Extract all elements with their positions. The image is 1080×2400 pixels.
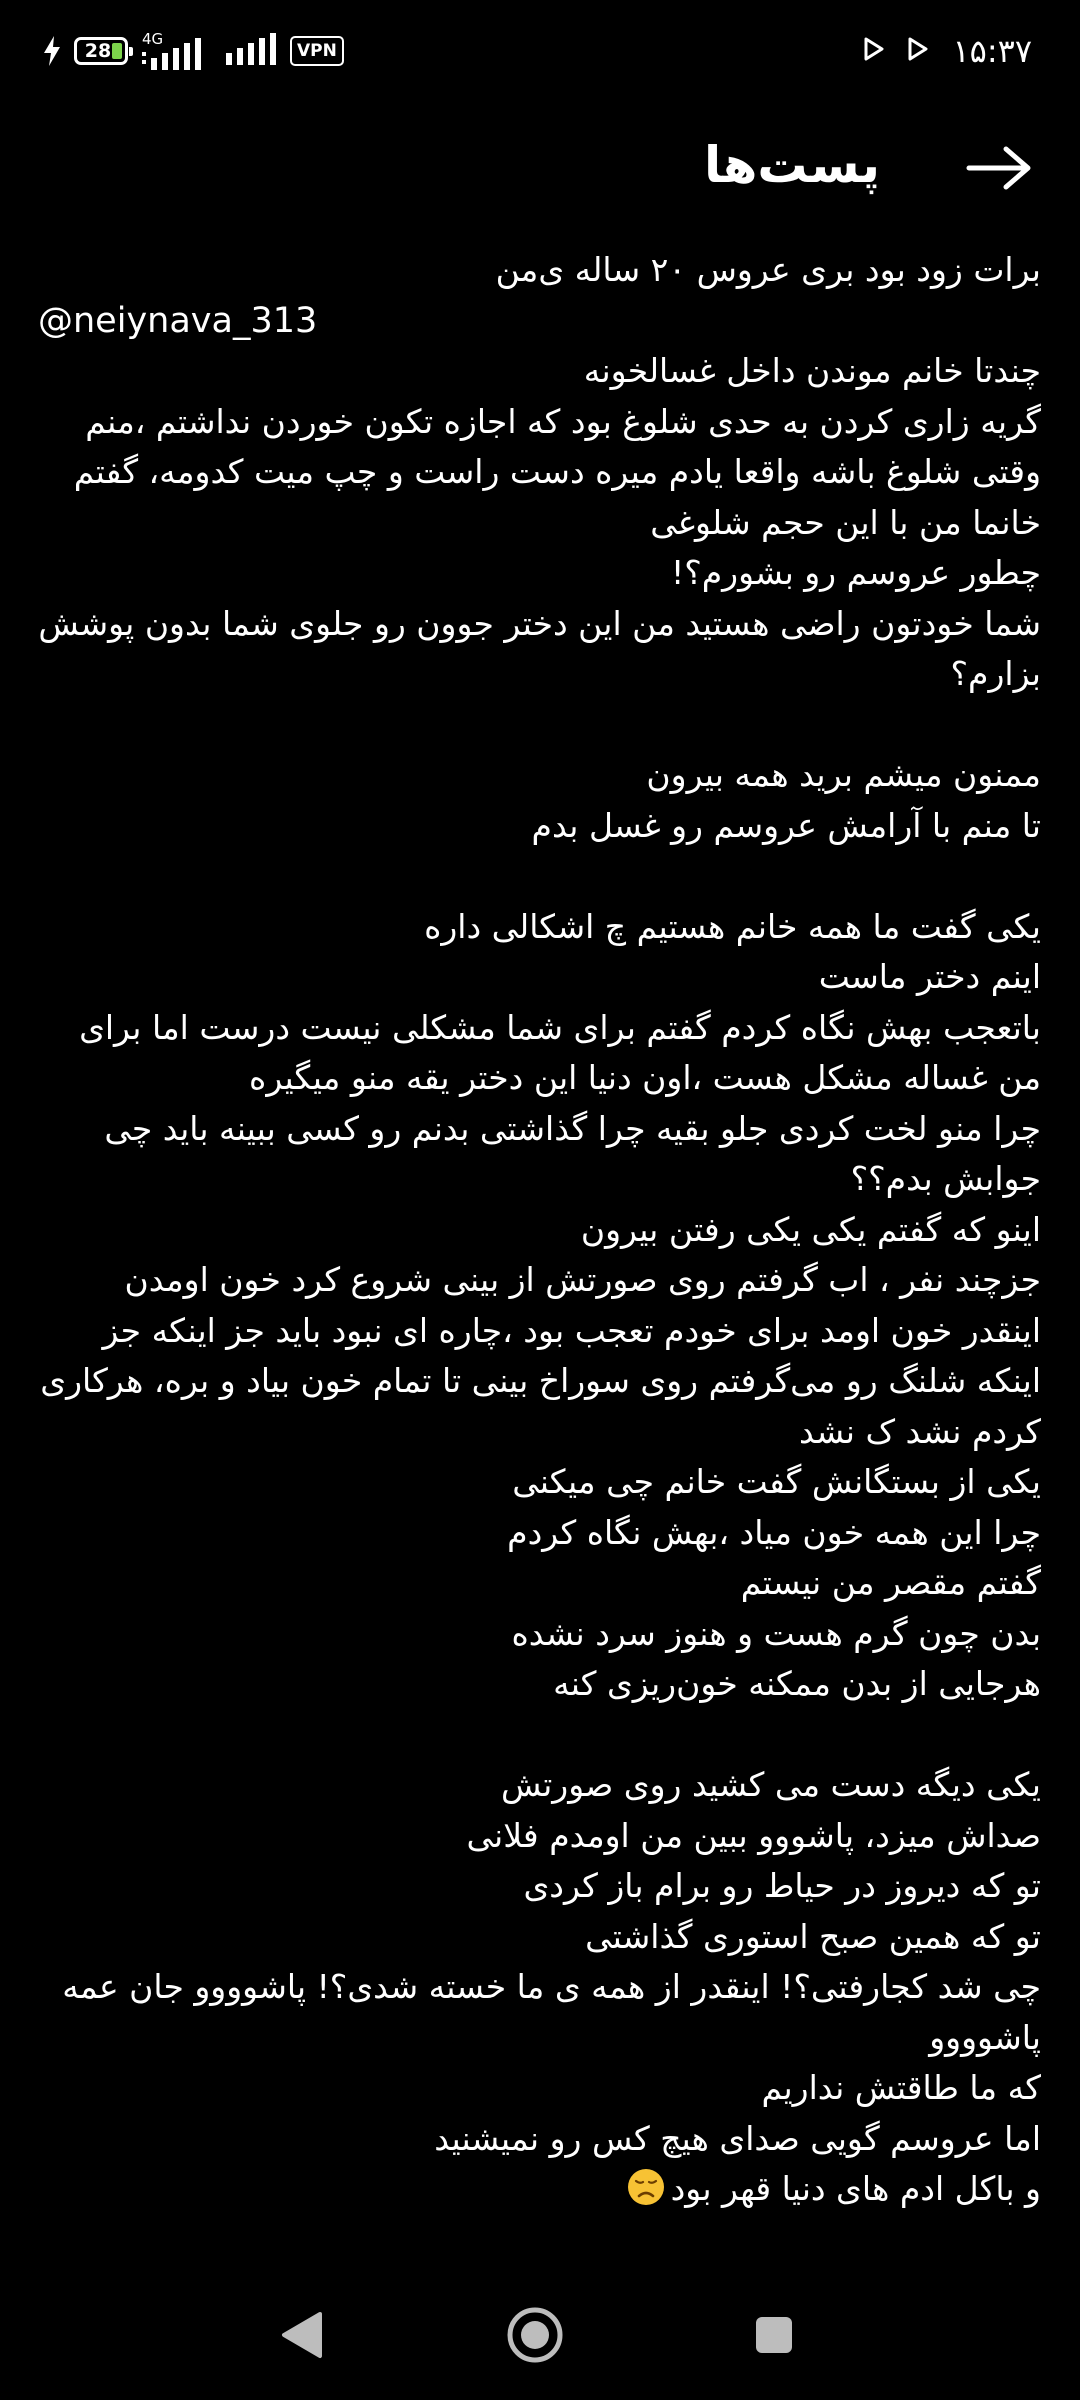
post-line: اما عروسم گویی صدای هیچ کس رو نمیشنید bbox=[434, 2118, 1041, 2158]
post-line: گریه زاری کردن به حدی شلوغ بود که اجازه تکون خوردن نداشتم ،منم وقتی شلوغ باشه واقعا یادم میره دست راست و چپ میت کدومه، گفتم خانما من با این حجم شلوغی bbox=[73, 401, 1041, 542]
post-line: چی شد کجارفتی؟! اینقدر از همه ی ما خسته شدی؟! پاشوووو جان عمه پاشوووو bbox=[62, 1967, 1041, 2057]
cell-signal-1 bbox=[142, 32, 212, 70]
battery-level: 28 bbox=[84, 40, 112, 62]
post-line: ممنون میشم برید همه بیرون bbox=[646, 755, 1041, 794]
post-line: چندتا خانم موندن داخل غسالخونه bbox=[583, 351, 1041, 390]
post-line: تو که دیروز در حیاط رو برام باز کردی bbox=[523, 1866, 1041, 1905]
post-line: جزچند نفر ، اب گرفتم روی صورتش از بینی شروع کرد خون اومدن اینقدر خون اومد برای خودم تعجب بود ،چاره ای نبود باید جز اینکه جز اینکه شلنگ رو می‌گرفتم روی سوراخ بینی تا تمام خون بیاد و بره، هرکاری کردم نشد ک نشد bbox=[40, 1260, 1041, 1451]
post-line: چطور عروسم رو بشورم؟! bbox=[670, 553, 1041, 592]
network-type-label: 4G bbox=[142, 30, 164, 48]
play-icon bbox=[908, 37, 928, 65]
paragraph-break bbox=[38, 1710, 1041, 1761]
post-line-text: و باکل ادم های دنیا قهر بود bbox=[670, 2169, 1041, 2208]
status-bar bbox=[0, 0, 1080, 100]
header bbox=[0, 120, 1080, 220]
battery-icon bbox=[74, 37, 128, 65]
post-line: بدن چون گرم هست و هنوز سرد نشده bbox=[511, 1613, 1041, 1653]
signal-icon bbox=[142, 38, 212, 70]
charging-bolt-icon bbox=[44, 36, 60, 66]
back-button[interactable] bbox=[962, 138, 1036, 198]
post-line: یکی گفت ما همه خانم هستیم چ اشکالی داره bbox=[424, 906, 1041, 946]
nav-recent-button[interactable] bbox=[739, 2300, 809, 2370]
status-bar-left bbox=[44, 30, 344, 72]
system-nav-bar bbox=[0, 2270, 1080, 2400]
nav-home-button[interactable] bbox=[500, 2300, 570, 2370]
battery-fill bbox=[112, 43, 122, 59]
post-last-line bbox=[38, 2164, 1041, 2215]
post-line: یکی دیگه دست می کشید روی صورتش bbox=[501, 1765, 1041, 1804]
nav-home-icon bbox=[505, 2305, 565, 2365]
post-line: هرجایی از بدن ممکنه خون‌ریزی کنه bbox=[553, 1664, 1041, 1703]
post-line: که ما طاقتش نداریم bbox=[761, 2068, 1041, 2107]
vpn-icon: VPN bbox=[290, 36, 344, 66]
arrow-right-icon bbox=[966, 146, 1032, 190]
status-bar-right bbox=[864, 30, 1032, 72]
post-line: باتعجب بهش نگاه کردم گفتم برای شما مشکلی نیست درست اما برای من غساله مشکل هست ،اون دنیا این دختر یقه منو میگیره bbox=[79, 1007, 1041, 1097]
disappointed-face-icon bbox=[627, 2168, 665, 2206]
nav-back-button[interactable] bbox=[266, 2300, 336, 2370]
post-line: تو که همین صبح استوری گذاشتی bbox=[585, 1916, 1041, 1956]
paragraph-break bbox=[38, 851, 1041, 902]
post-body bbox=[38, 245, 1041, 2215]
paragraph-break bbox=[38, 700, 1041, 751]
post-line: اینو که گفتم یکی یکی رفتن بیرون bbox=[580, 1209, 1041, 1249]
author-handle[interactable]: @neiynava_313 bbox=[38, 300, 318, 341]
play-icon bbox=[864, 37, 884, 65]
nav-back-icon bbox=[278, 2310, 324, 2360]
post-line: گفتم مقصر من نیستم bbox=[740, 1563, 1041, 1602]
post-line: شما خودتون راضی هستید من این دختر جوون رو جلوی شما بدون پوشش بزارم؟ bbox=[38, 603, 1041, 693]
status-time: ۱۵:۳۷ bbox=[952, 32, 1032, 70]
post-line: یکی از بستگانش گفت خانم چی میکنی bbox=[512, 1462, 1041, 1501]
post-line: برات زود بود بری عروس ۲۰ ساله ی‌من bbox=[495, 250, 1041, 289]
nav-recent-icon bbox=[752, 2313, 796, 2357]
signal-icon bbox=[226, 33, 276, 69]
page-title: پست‌ها bbox=[703, 136, 880, 194]
post-line: چرا این همه خون میاد ،بهش نگاه کردم bbox=[507, 1512, 1041, 1552]
post-line: اینم دختر ماست bbox=[818, 957, 1041, 996]
post-line: چرا منو لخت کردی جلو بقیه چرا گذاشتی بدنم رو کسی ببینه باید چی جوابش بدم؟؟ bbox=[104, 1108, 1041, 1198]
post-line: تا منم با آرامش عروسم رو غسل بدم bbox=[531, 805, 1041, 845]
post-line: صداش میزد، پاشووو ببین من اومدم فلانی bbox=[466, 1815, 1041, 1855]
